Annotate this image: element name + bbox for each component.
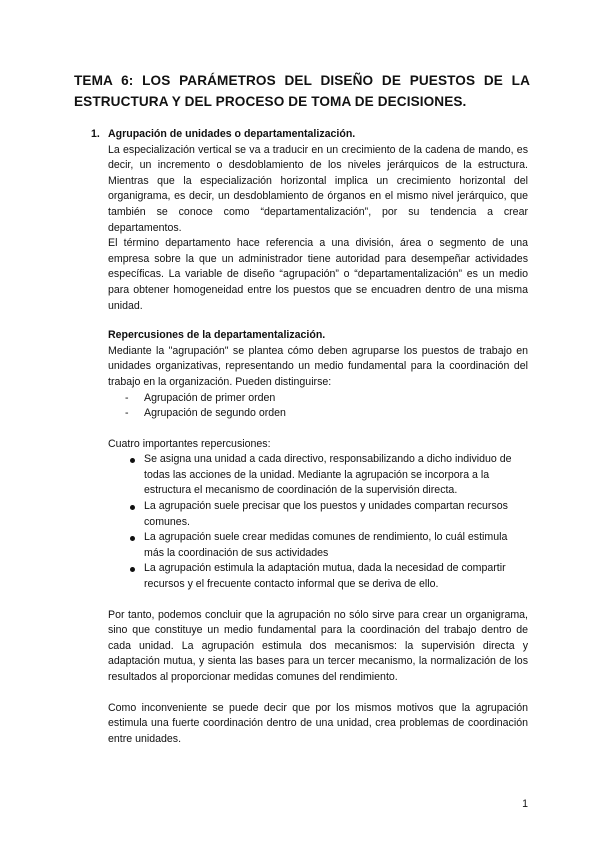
- bullet-icon: [130, 567, 135, 572]
- section-heading: [91, 127, 528, 143]
- list-item-text: Agrupación de segundo orden: [144, 407, 286, 420]
- list-item-text: Agrupación de primer orden: [144, 391, 276, 404]
- dash-marker: -: [125, 391, 129, 404]
- dash-marker: -: [125, 407, 129, 420]
- section-paragraph-1: La especialización vertical se va a traducir en un crecimiento de la cadena de mando, es decir, un incremento o desdoblamiento de los niveles jerárquicos de la estructura. Mientras que la especialización horizontal implica un crecimiento horizontal del organigrama, es decir, un desdoblamiento de órganos en el mismo nivel jerárquico, que también se conoce como “departamentalización”, por su tendencia a crear departamentos.: [108, 143, 528, 234]
- list-item-text: Se asigna una unidad a cada directivo, responsabilizando a dicho individuo de todas las acciones de la unidad. Mediante la agrupación se incorpora a la estructura el mecanismo de coordinación de la supervisión directa.: [144, 453, 512, 497]
- page-title: TEMA 6: LOS PARÁMETROS DEL DISEÑO DE PUESTOS DE LA ESTRUCTURA Y DEL PROCESO DE TOMA DE DECISIONES.: [74, 73, 530, 109]
- section-heading-text: Agrupación de unidades o departamentalización.: [108, 128, 356, 140]
- grouping-orders-list: [108, 391, 528, 422]
- bullet-icon: [130, 505, 135, 510]
- page-number: 1: [522, 798, 528, 810]
- repercussions-list: [108, 452, 528, 592]
- document-body: [91, 127, 528, 747]
- subsection-paragraph: Mediante la "agrupación" se plantea cómo deben agruparse los puestos de trabajo en unidades organizativas, representando un medio fundamental para la coordinación del trabajo en la organización. Pueden distinguirse:: [108, 344, 528, 388]
- bullet-icon: [130, 458, 135, 463]
- list-item: [108, 530, 528, 561]
- conclusion-paragraph: Por tanto, podemos concluir que la agrupación no sólo sirve para crear un organigrama, sino que constituye un medio fundamental para la coordinación del trabajo dentro de cada unidad. La agrupación estimula dos mecanismos: la supervisión directa y adaptación mutua, y sienta las bases para un tercer mecanismo, la normalización de los resultados al proporcionar medidas comunes del rendimiento.: [108, 608, 528, 683]
- inconvenience-paragraph: Como inconveniente se puede decir que por los mismos motivos que la agrupación estimula una fuerte coordinación dentro de una unidad, crea problemas de coordinación entre unidades.: [108, 701, 528, 745]
- bullet-icon: [130, 536, 135, 541]
- section-paragraph-2: El término departamento hace referencia a una división, área o segmento de una empresa sobre la que un administrador tiene autoridad para desempeñar actividades específicas. La variable de diseño “agrupación” o “departamentalización” es un medio para obtener homogeneidad entre los puestos que se encuadren dentro de una misma unidad.: [108, 237, 528, 312]
- list-item: [108, 561, 528, 592]
- list-item-text: La agrupación suele precisar que los puestos y unidades compartan recursos comunes.: [144, 500, 508, 528]
- repercussions-intro: Cuatro importantes repercusiones:: [108, 437, 271, 450]
- section-number: 1.: [91, 128, 100, 140]
- list-item: [108, 452, 528, 499]
- list-item: [108, 391, 528, 407]
- list-item: [108, 499, 528, 530]
- list-item-text: La agrupación estimula la adaptación mutua, dada la necesidad de compartir recursos y el frecuente contacto informal que se deriva de ello.: [144, 562, 506, 591]
- list-item-text: La agrupación suele crear medidas comunes de rendimiento, lo cuál estimula más la coordinación de sus actividades: [144, 531, 508, 559]
- list-item: [108, 406, 528, 422]
- subsection-heading: Repercusiones de la departamentalización.: [108, 329, 326, 342]
